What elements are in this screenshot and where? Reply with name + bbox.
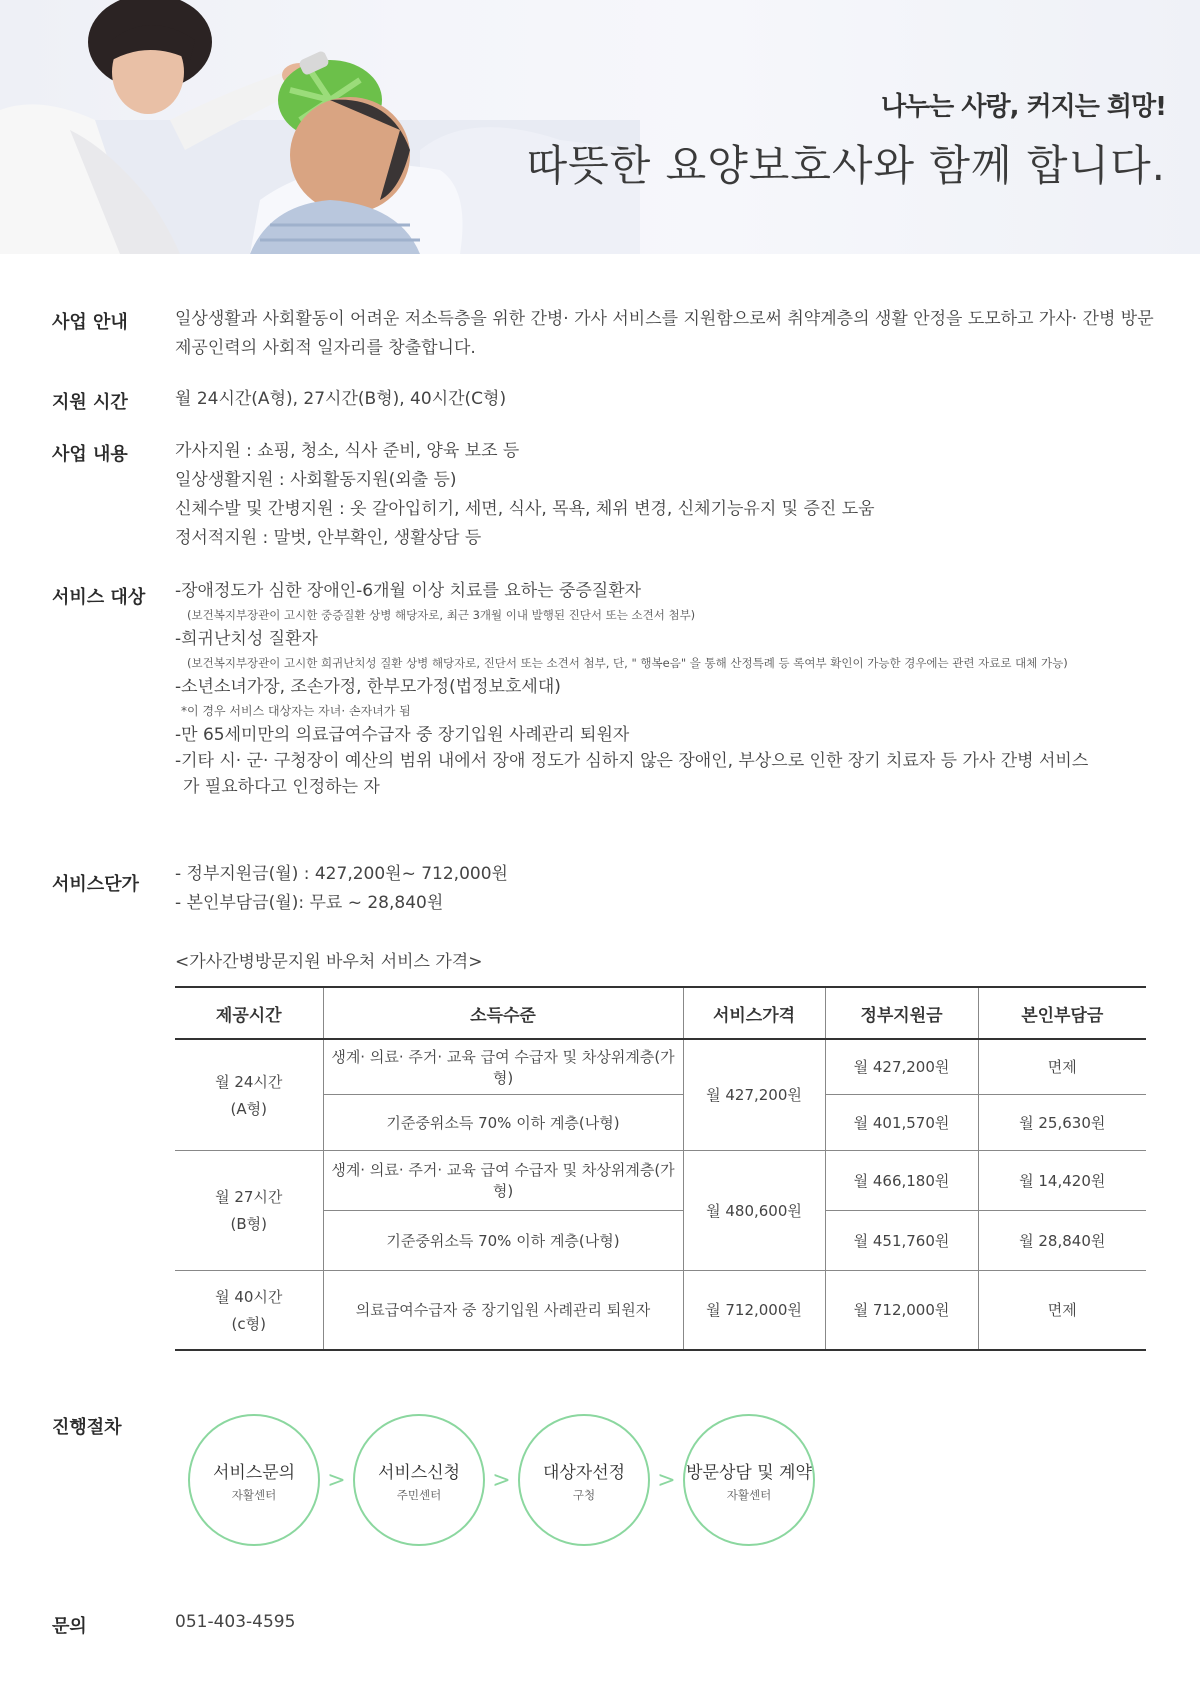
service-target-item: 가 필요하다고 인정하는 자 xyxy=(183,777,380,797)
col-header-hours: 제공시간 xyxy=(175,987,323,1039)
step-place: 자활센터 xyxy=(231,1487,277,1502)
chevron-right-icon: > xyxy=(657,1467,676,1493)
contact-phone[interactable]: 051-403-4595 xyxy=(175,1612,296,1632)
support-hours-label: 지원 시간 xyxy=(52,392,128,413)
gov-support-cell: 월 712,000원 xyxy=(825,1270,978,1350)
support-hours-text: 월 24시간(A형), 27시간(B형), 40시간(C형) xyxy=(175,389,507,409)
step-place: 주민센터 xyxy=(396,1487,442,1502)
service-price-cell: 월 712,000원 xyxy=(683,1270,825,1350)
business-content-item: 정서적지원 : 말벗, 안부확인, 생활상담 등 xyxy=(175,528,482,548)
hours-cell xyxy=(175,1150,323,1270)
income-cell: 기준중위소득 70% 이하 계층(나형) xyxy=(323,1210,683,1270)
service-price-lines xyxy=(175,860,508,918)
process-steps xyxy=(188,1413,815,1547)
hours-type: (c형) xyxy=(231,1314,266,1333)
hero-slogan: 나누는 사랑, 커지는 희망! xyxy=(880,92,1166,122)
service-target-item: -만 65세미만의 의료급여수급자 중 장기입원 사례관리 퇴원자 xyxy=(175,725,630,745)
col-header-price: 서비스가격 xyxy=(683,987,825,1039)
chevron-right-icon: > xyxy=(327,1467,346,1493)
business-content-item: 가사지원 : 쇼핑, 청소, 식사 준비, 양육 보조 등 xyxy=(175,441,520,461)
hours-value: 월 40시간 xyxy=(215,1287,283,1306)
table-row xyxy=(175,1150,1146,1210)
col-header-gov: 정부지원금 xyxy=(825,987,978,1039)
gov-support-range: - 정부지원금(월) : 427,200원~ 712,000원 xyxy=(175,864,508,884)
service-target-note: *이 경우 서비스 대상자는 자녀· 손자녀가 됨 xyxy=(181,704,411,718)
hero-headline: 따뜻한 요양보호사와 함께 합니다. xyxy=(526,141,1166,190)
price-table-caption: <가사간병방문지원 바우처 서비스 가격> xyxy=(175,952,483,972)
process-step-selection xyxy=(518,1414,650,1546)
hours-value: 월 27시간 xyxy=(215,1188,283,1206)
step-place: 구청 xyxy=(572,1487,596,1502)
self-pay-range: - 본인부담금(월): 무료 ~ 28,840원 xyxy=(175,893,444,913)
business-intro-label: 사업 안내 xyxy=(52,312,128,333)
hours-type: (A형) xyxy=(230,1099,267,1118)
service-target-note: (보건복지부장관이 고시한 희귀난치성 질환 상병 해당자로, 진단서 또는 소견서 첨부, 단, " 행복e음" 을 통해 산정특례 등 록여부 확인이 가능한 경우에는 관련 자료로 대체 가능) xyxy=(187,656,1068,670)
income-cell: 생계· 의료· 주거· 교육 급여 수급자 및 차상위계층(가형) xyxy=(323,1039,683,1094)
gov-support-cell: 월 466,180원 xyxy=(825,1150,978,1210)
income-cell: 의료급여수급자 중 장기입원 사례관리 퇴원자 xyxy=(323,1270,683,1350)
step-title: 대상자선정 xyxy=(542,1462,626,1483)
process-label: 진행절차 xyxy=(52,1417,122,1438)
hours-cell xyxy=(175,1270,323,1350)
business-content-item: 신체수발 및 간병지원 : 옷 갈아입히기, 세면, 식사, 목욕, 체위 변경, 신체기능유지 및 증진 도움 xyxy=(175,499,875,519)
hero-copy xyxy=(527,86,1166,193)
income-cell: 기준중위소득 70% 이하 계층(나형) xyxy=(323,1094,683,1150)
step-title: 서비스신청 xyxy=(377,1462,461,1483)
service-price-cell: 월 427,200원 xyxy=(683,1039,825,1150)
service-target-list xyxy=(175,578,1088,800)
table-header-row xyxy=(175,987,1146,1039)
process-step-contract xyxy=(683,1414,815,1546)
business-content-item: 일상생활지원 : 사회활동지원(외출 등) xyxy=(175,470,457,490)
table-row xyxy=(175,1270,1146,1350)
hero-banner xyxy=(0,0,1200,254)
col-header-self: 본인부담금 xyxy=(978,987,1146,1039)
service-target-note: (보건복지부장관이 고시한 중증질환 상병 해당자로, 최근 3개월 이내 발행된 진단서 또는 소견서 첨부) xyxy=(187,608,696,622)
service-target-item: -기타 시· 군· 구청장이 예산의 범위 내에서 장애 정도가 심하지 않은 장애인, 부상으로 인한 장기 치료자 등 가사 간병 서비스 xyxy=(175,751,1089,771)
business-content-list xyxy=(175,437,875,553)
hours-cell xyxy=(175,1039,323,1150)
service-target-item: -장애정도가 심한 장애인-6개월 이상 치료를 요하는 중증질환자 xyxy=(175,581,642,601)
step-title: 방문상담 및 계약 xyxy=(686,1462,812,1483)
service-price-cell: 월 480,600원 xyxy=(683,1150,825,1270)
income-cell: 생계· 의료· 주거· 교육 급여 수급자 및 차상위계층(가형) xyxy=(323,1150,683,1210)
table-row xyxy=(175,1039,1146,1094)
self-pay-cell: 월 28,840원 xyxy=(978,1210,1146,1270)
self-pay-cell: 월 25,630원 xyxy=(978,1094,1146,1150)
business-intro-line: 제공인력의 사회적 일자리를 창출합니다. xyxy=(175,338,476,358)
service-target-item: -희귀난치성 질환자 xyxy=(175,629,318,649)
business-intro-text xyxy=(175,305,1154,363)
business-content-label: 사업 내용 xyxy=(52,444,128,465)
hours-value: 월 24시간 xyxy=(215,1072,283,1091)
gov-support-cell: 월 451,760원 xyxy=(825,1210,978,1270)
self-pay-cell: 면제 xyxy=(978,1039,1146,1094)
contact-label: 문의 xyxy=(52,1616,87,1637)
service-target-label: 서비스 대상 xyxy=(52,587,146,608)
process-step-inquiry xyxy=(188,1414,320,1546)
process-step-application xyxy=(353,1414,485,1546)
hours-type: (B형) xyxy=(230,1215,267,1233)
step-place: 자활센터 xyxy=(726,1487,772,1502)
gov-support-cell: 월 427,200원 xyxy=(825,1039,978,1094)
col-header-income: 소득수준 xyxy=(323,987,683,1039)
service-target-item: -소년소녀가장, 조손가정, 한부모가정(법정보호세대) xyxy=(175,677,561,697)
service-price-label: 서비스단가 xyxy=(52,874,139,895)
price-table xyxy=(175,986,1146,1351)
chevron-right-icon: > xyxy=(492,1467,511,1493)
step-title: 서비스문의 xyxy=(212,1462,296,1483)
self-pay-cell: 월 14,420원 xyxy=(978,1150,1146,1210)
self-pay-cell: 면제 xyxy=(978,1270,1146,1350)
gov-support-cell: 월 401,570원 xyxy=(825,1094,978,1150)
business-intro-line: 일상생활과 사회활동이 어려운 저소득층을 위한 간병· 가사 서비스를 지원함으로써 취약계층의 생활 안정을 도모하고 가사· 간병 방문 xyxy=(175,309,1154,329)
